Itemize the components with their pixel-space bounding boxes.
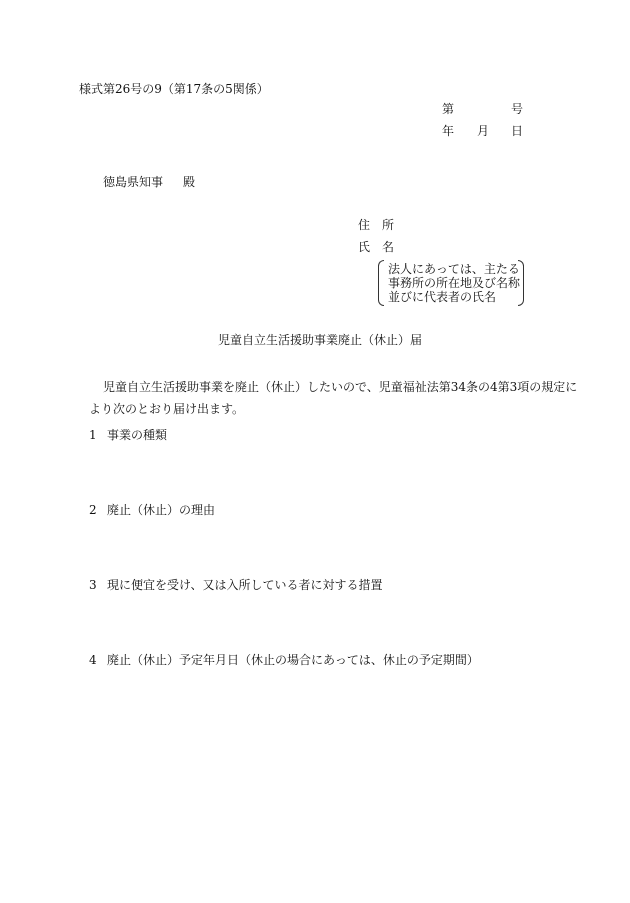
name-label: 氏 名 [358, 240, 395, 254]
note-line: 事務所の所在地及び名称 [388, 276, 521, 290]
number-suffix: 号 [511, 102, 524, 116]
number-prefix: 第 [442, 102, 455, 116]
document-title: 児童自立生活援助事業廃止（休止）届 [218, 333, 423, 347]
addressee-honorific: 殿 [183, 175, 196, 189]
form-number: 様式第26号の9（第17条の5関係） [79, 82, 269, 96]
item-number: 3 [89, 578, 97, 592]
item-label: 廃止（休止）の理由 [107, 503, 216, 517]
left-bracket [378, 260, 384, 306]
item-label: 事業の種類 [107, 428, 168, 442]
item-number: 1 [89, 428, 97, 442]
note-line: 法人にあっては、主たる [388, 262, 520, 276]
item-number: 2 [89, 503, 97, 517]
item-number: 4 [89, 653, 97, 667]
date-month: 月 [477, 124, 490, 138]
body-line: より次のとおり届け出ます。 [89, 402, 245, 416]
note-line: 並びに代表者の氏名 [388, 290, 497, 304]
applicant-note [378, 260, 524, 306]
date-day: 日 [511, 124, 524, 138]
item-label: 現に便宜を受け、又は入所している者に対する措置 [107, 578, 383, 592]
date-year: 年 [442, 124, 455, 138]
addressee: 徳島県知事 [103, 175, 164, 189]
item-label: 廃止（休止）予定年月日（休止の場合にあっては、休止の予定期間） [107, 653, 479, 667]
address-label: 住 所 [358, 218, 395, 232]
body-line: 児童自立生活援助事業を廃止（休止）したいので、児童福祉法第34条の4第3項の規定に [103, 380, 578, 394]
right-bracket [518, 260, 524, 306]
